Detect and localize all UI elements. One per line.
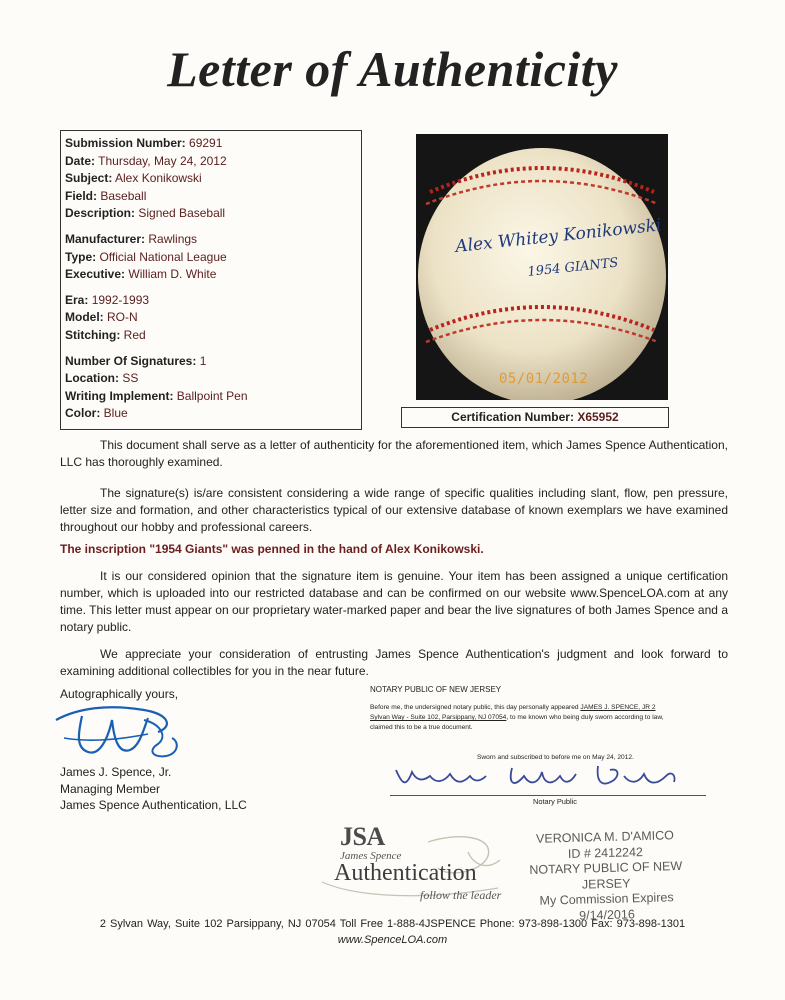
detail-number-of-signatures: Number Of Signatures: 1 xyxy=(65,353,207,368)
detail-manufacturer: Manufacturer: Rawlings xyxy=(65,231,198,246)
detail-location: Location: SS xyxy=(65,371,139,386)
jsa-logo-tagline: follow the leader xyxy=(420,888,502,902)
signer-company: James Spence Authentication, LLC xyxy=(60,798,247,812)
detail-description: Description: Signed Baseball xyxy=(65,206,226,221)
stamp-line-expiry: My Commission Expires 9/14/2016 xyxy=(539,890,674,923)
certification-number-box xyxy=(401,407,669,428)
notary-stamp xyxy=(515,828,697,926)
details-group-era xyxy=(65,292,357,345)
stamp-line-name: VERONICA M. D'AMICO xyxy=(535,828,675,846)
detail-field: Field: Baseball xyxy=(65,188,147,203)
certification-value: X65952 xyxy=(577,410,619,424)
footer-contact: 2 Sylvan Way, Suite 102 Parsippany, NJ 07054 Toll Free 1-888-4JSPENCE Phone: 973-898-1300 Fax: 973-898-1301 xyxy=(99,918,686,930)
detail-model: Model: RO-N xyxy=(65,310,138,325)
paragraph-appreciation: We appreciate your consideration of entrusting James Spence Authentication's judgment and look forward to examining additional collectibles for you in the near future. xyxy=(60,647,728,678)
closing-salutation: Autographically yours, xyxy=(60,687,179,701)
james-spence-signature xyxy=(48,698,188,764)
details-group-signature xyxy=(65,353,357,423)
stamp-line-id: ID # 2412242 xyxy=(567,844,644,861)
paragraph-inscription: The inscription "1954 Giants" was penned in the hand of Alex Konikowski. xyxy=(60,542,484,556)
notary-public-label: Notary Public xyxy=(533,797,577,806)
detail-executive: Executive: William D. White xyxy=(65,267,217,282)
signer-block xyxy=(60,764,247,814)
jsa-logo-subtitle: James Spence xyxy=(340,850,402,862)
notary-signature-line xyxy=(390,795,706,796)
detail-era: Era: 1992-1993 xyxy=(65,292,150,307)
details-group-general xyxy=(65,135,357,223)
page-title: Letter of Authenticity xyxy=(167,41,618,97)
notary-signature xyxy=(392,762,682,794)
detail-type: Type: Official National League xyxy=(65,249,227,264)
detail-color: Color: Blue xyxy=(65,406,128,421)
detail-writing-implement: Writing Implement: Ballpoint Pen xyxy=(65,388,248,403)
certification-label: Certification Number: xyxy=(451,410,574,424)
footer-website-link[interactable]: www.SpenceLOA.com xyxy=(337,934,448,946)
detail-stitching: Stitching: Red xyxy=(65,327,146,342)
jsa-logo-authentication: Authentication xyxy=(334,860,477,886)
paragraph-authenticity: This document shall serve as a letter of authenticity for the aforementioned item, which James Spence Authentication, LLC has thoroughly examined. xyxy=(60,438,728,469)
item-details-box xyxy=(60,130,362,430)
signer-role: Managing Member xyxy=(60,781,161,796)
baseball-photo xyxy=(416,134,668,400)
signer-name: James J. Spence, Jr. xyxy=(60,765,172,779)
photo-date-stamp: 05/01/2012 xyxy=(499,371,589,387)
detail-subject: Subject: Alex Konikowski xyxy=(65,171,202,186)
jsa-logo-text: JSA xyxy=(340,822,385,851)
baseball-image xyxy=(416,134,668,400)
svg-text:1954 GIANTS: 1954 GIANTS xyxy=(526,255,619,280)
details-group-manufacturer xyxy=(65,231,357,284)
svg-text:Alex Whitey Konikowski: Alex Whitey Konikowski xyxy=(454,215,663,257)
notary-sworn-date: Sworn and subscribed to before me on May 24, 2012. xyxy=(477,754,634,761)
detail-date: Date: Thursday, May 24, 2012 xyxy=(65,153,227,168)
paragraph-signature-consistency: The signature(s) is/are consistent considering a wide range of specific qualities including slant, flow, pen pressure, letter size and formation, and other characteristics typical of our extensive database of known exemplars we have examined throughout our hobby and professional careers. xyxy=(60,486,728,534)
notary-heading: NOTARY PUBLIC OF NEW JERSEY xyxy=(370,685,502,694)
notary-statement: Before me, the undersigned notary public, this day personally appeared JAMES J. SPENCE, JR 2 Sylvan Way - Suite 102, Parsippany, NJ 07054, to me known who being duly sworn according to law, claimed this to be a true document. xyxy=(370,704,664,731)
stamp-line-title: NOTARY PUBLIC OF NEW JERSEY xyxy=(529,859,683,892)
paragraph-opinion: It is our considered opinion that the signature item is genuine. Your item has been assigned a unique certification number, which is uploaded into our restricted database and can be confirmed on our website www.SpenceLOA.com at any time. This letter must appear on our proprietary water-marked paper and bear the live signatures of both James Spence and a notary public. xyxy=(60,569,728,634)
detail-submission-number: Submission Number: 69291 xyxy=(65,136,223,150)
